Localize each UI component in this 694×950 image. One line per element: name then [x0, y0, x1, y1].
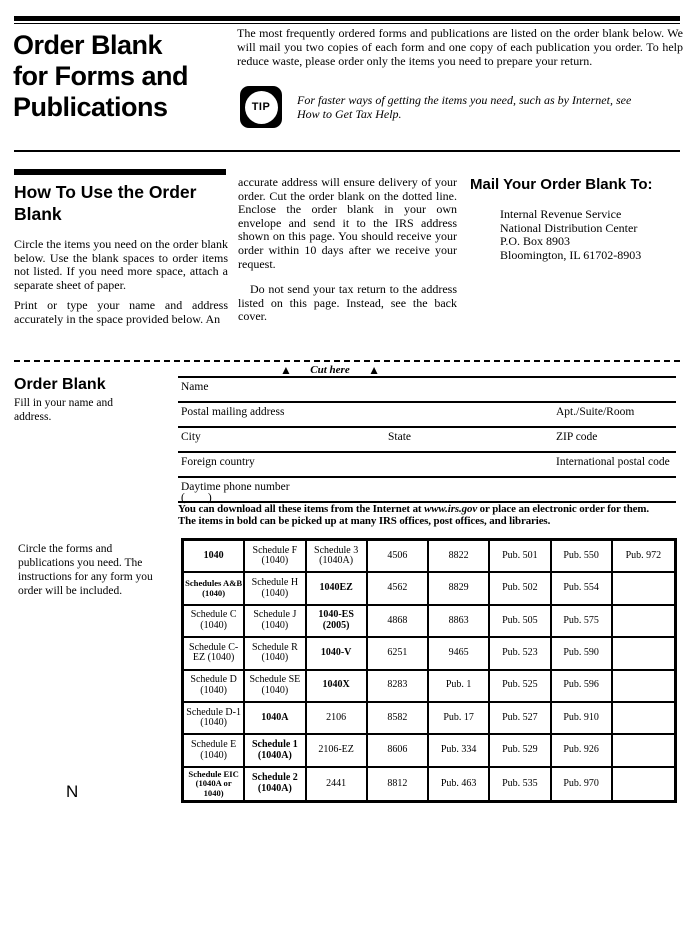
postal-address-field[interactable] — [178, 401, 676, 426]
table-cell[interactable]: Pub. 527 — [490, 703, 551, 735]
zip-code-label: ZIP code — [556, 431, 598, 443]
table-cell[interactable]: Pub. 970 — [552, 768, 613, 800]
table-cell[interactable]: 8606 — [368, 735, 429, 767]
table-row — [184, 606, 674, 638]
table-cell[interactable]: Pub. 1 — [429, 671, 490, 703]
top-rule-thick — [14, 16, 680, 21]
table-cell[interactable]: Schedule D-1 (1040) — [184, 703, 245, 735]
table-cell[interactable]: 4562 — [368, 573, 429, 605]
table-cell[interactable]: Pub. 502 — [490, 573, 551, 605]
tip-icon-label: TIP — [251, 101, 271, 113]
table-cell[interactable]: Pub. 529 — [490, 735, 551, 767]
table-cell[interactable]: 2441 — [307, 768, 368, 800]
postal-address-label: Postal mailing address — [181, 406, 285, 418]
mail-to-address — [500, 208, 641, 262]
table-row — [184, 735, 674, 767]
table-cell[interactable]: 8863 — [429, 606, 490, 638]
download-note — [178, 504, 679, 528]
table-cell[interactable]: Schedule R (1040) — [245, 638, 306, 670]
cut-here — [280, 364, 380, 376]
table-cell[interactable]: 1040X — [307, 671, 368, 703]
address-line: Internal Revenue Service — [500, 207, 622, 221]
table-cell[interactable]: Pub. 550 — [552, 541, 613, 573]
phone-area-code-parentheses: ( ) — [181, 492, 212, 504]
mail-to-heading: Mail Your Order Blank To: — [470, 176, 653, 193]
name-label: Name — [181, 381, 209, 393]
table-cell[interactable]: Pub. 463 — [429, 768, 490, 800]
daytime-phone-field[interactable] — [178, 476, 676, 504]
download-note-text: You can download all these items from the Internet at — [178, 503, 425, 515]
tip-icon — [240, 86, 282, 128]
table-cell[interactable]: Pub. 501 — [490, 541, 551, 573]
download-note-text: or place an electronic order for them. — [477, 503, 649, 515]
table-cell[interactable]: Schedule H (1040) — [245, 573, 306, 605]
address-line: P.O. Box 8903 — [500, 234, 571, 249]
table-cell[interactable]: Schedules A&B (1040) — [184, 573, 245, 605]
table-cell[interactable]: Schedule E (1040) — [184, 735, 245, 767]
order-table — [181, 538, 677, 803]
table-cell[interactable]: 9465 — [429, 638, 490, 670]
address-line: Bloomington, IL 61702-8903 — [500, 247, 642, 262]
table-row — [184, 541, 674, 573]
order-blank-note: Fill in your name and address. — [14, 397, 114, 423]
table-cell[interactable]: Schedule F (1040) — [245, 541, 306, 573]
table-cell[interactable]: 8822 — [429, 541, 490, 573]
page-title-line: Publications — [13, 92, 168, 122]
table-cell[interactable]: Pub. 535 — [490, 768, 551, 800]
table-cell[interactable]: Schedule C-EZ (1040) — [184, 638, 245, 670]
table-cell[interactable]: Pub. 505 — [490, 606, 551, 638]
international-postal-code-label: International postal code — [556, 456, 670, 468]
page-title-line: for Forms and — [13, 61, 189, 91]
table-cell[interactable]: 6251 — [368, 638, 429, 670]
table-cell[interactable]: Schedule D (1040) — [184, 671, 245, 703]
table-cell[interactable]: 1040 — [184, 541, 245, 573]
table-cell[interactable]: Pub. 523 — [490, 638, 551, 670]
instructions-paragraph-2: Do not send your tax return to the address listed on this page. Instead, see the back cover. — [238, 282, 457, 324]
table-cell[interactable] — [613, 703, 674, 735]
table-cell[interactable]: 8582 — [368, 703, 429, 735]
table-cell[interactable]: Pub. 596 — [552, 671, 613, 703]
apt-suite-room-label: Apt./Suite/Room — [556, 406, 635, 418]
intro-paragraph: The most frequently ordered forms and publications are listed on the order blank below. We will mail you two copies of each form and one copy of each publication you order. To help reduce waste, please order only the items you need to prepare your return. — [237, 26, 683, 68]
table-row — [184, 703, 674, 735]
how-to-heading-bar — [14, 169, 226, 175]
cut-marker-icon: ▲ — [280, 363, 292, 377]
daytime-phone-label: Daytime phone number — [181, 481, 290, 493]
instructions-paragraph-1: accurate address will ensure delivery of your order. Cut the order blank on the dotted line. Enclose the order blank in your own envelope and send it to the IRS address shown on this page. You should receive your order within 10 days after we receive your request. — [238, 175, 457, 271]
table-cell[interactable] — [613, 671, 674, 703]
state-label: State — [388, 431, 411, 443]
table-cell[interactable]: 1040-V — [307, 638, 368, 670]
table-cell[interactable]: Pub. 972 — [613, 541, 674, 573]
table-cell[interactable]: 1040A — [245, 703, 306, 735]
table-cell[interactable]: 1040EZ — [307, 573, 368, 605]
irs-gov-link-text: www.irs.gov — [424, 503, 478, 515]
table-cell[interactable]: 4868 — [368, 606, 429, 638]
table-cell[interactable] — [613, 768, 674, 800]
table-cell[interactable] — [613, 638, 674, 670]
table-row — [184, 768, 674, 800]
table-row — [184, 573, 674, 605]
table-cell[interactable]: Schedule EIC (1040A or 1040) — [184, 768, 245, 800]
table-cell[interactable]: Schedule 2 (1040A) — [245, 768, 306, 800]
circle-instructions-note: Circle the forms and publications you need. The instructions for any form you order will be included. — [18, 543, 153, 597]
table-cell[interactable]: 8283 — [368, 671, 429, 703]
page-title — [13, 30, 248, 123]
table-row — [184, 638, 674, 670]
order-blank-heading: Order Blank — [14, 376, 106, 393]
table-cell[interactable]: Pub. 926 — [552, 735, 613, 767]
table-cell[interactable]: Pub. 554 — [552, 573, 613, 605]
name-field[interactable] — [178, 376, 676, 401]
table-cell[interactable]: 8829 — [429, 573, 490, 605]
cut-dotted-line — [14, 360, 680, 362]
table-cell[interactable]: Pub. 525 — [490, 671, 551, 703]
table-cell[interactable]: Pub. 590 — [552, 638, 613, 670]
tip-text: For faster ways of getting the items you need, such as by Internet, see How to Get Tax Help. — [297, 93, 632, 121]
table-cell[interactable]: Schedule 3 (1040A) — [307, 541, 368, 573]
table-cell[interactable]: Pub. 334 — [429, 735, 490, 767]
foreign-country-field[interactable] — [178, 451, 676, 476]
table-cell[interactable] — [613, 573, 674, 605]
table-cell[interactable]: Pub. 910 — [552, 703, 613, 735]
table-cell[interactable]: 1040-ES (2005) — [307, 606, 368, 638]
address-line: National Distribution Center — [500, 220, 638, 235]
table-cell[interactable]: Schedule 1 (1040A) — [245, 735, 306, 767]
how-to-paragraph-2: Print or type your name and address accurately in the space provided below. An — [14, 298, 228, 326]
table-cell[interactable]: Schedule SE (1040) — [245, 671, 306, 703]
table-cell[interactable]: 2106 — [307, 703, 368, 735]
foreign-country-label: Foreign country — [181, 456, 255, 468]
table-cell[interactable]: Schedule J (1040) — [245, 606, 306, 638]
table-cell[interactable]: Pub. 17 — [429, 703, 490, 735]
table-cell[interactable]: 2106-EZ — [307, 735, 368, 767]
table-cell[interactable]: Schedule C (1040) — [184, 606, 245, 638]
tip-circle — [245, 91, 278, 124]
how-to-paragraph-1: Circle the items you need on the order blank below. Use the blank spaces to order items not listed. If you need more space, attach a separate sheet of paper. — [14, 237, 228, 292]
top-rule-thin — [14, 23, 680, 24]
table-cell[interactable] — [613, 735, 674, 767]
download-note-line2: The items in bold can be picked up at many IRS offices, post offices, and libraries. — [178, 514, 551, 527]
how-to-heading: How To Use the Order Blank — [14, 182, 197, 224]
city-state-zip-field[interactable] — [178, 426, 676, 451]
table-cell[interactable]: 8812 — [368, 768, 429, 800]
section-divider — [14, 150, 680, 152]
table-cell[interactable]: 4506 — [368, 541, 429, 573]
cut-here-label: Cut here — [310, 364, 350, 376]
table-cell[interactable]: Pub. 575 — [552, 606, 613, 638]
table-row — [184, 671, 674, 703]
page-title-line: Order Blank — [13, 30, 163, 60]
city-label: City — [181, 431, 201, 443]
table-cell[interactable] — [613, 606, 674, 638]
cut-marker-icon: ▲ — [368, 363, 380, 377]
page-marker: N — [66, 782, 79, 801]
